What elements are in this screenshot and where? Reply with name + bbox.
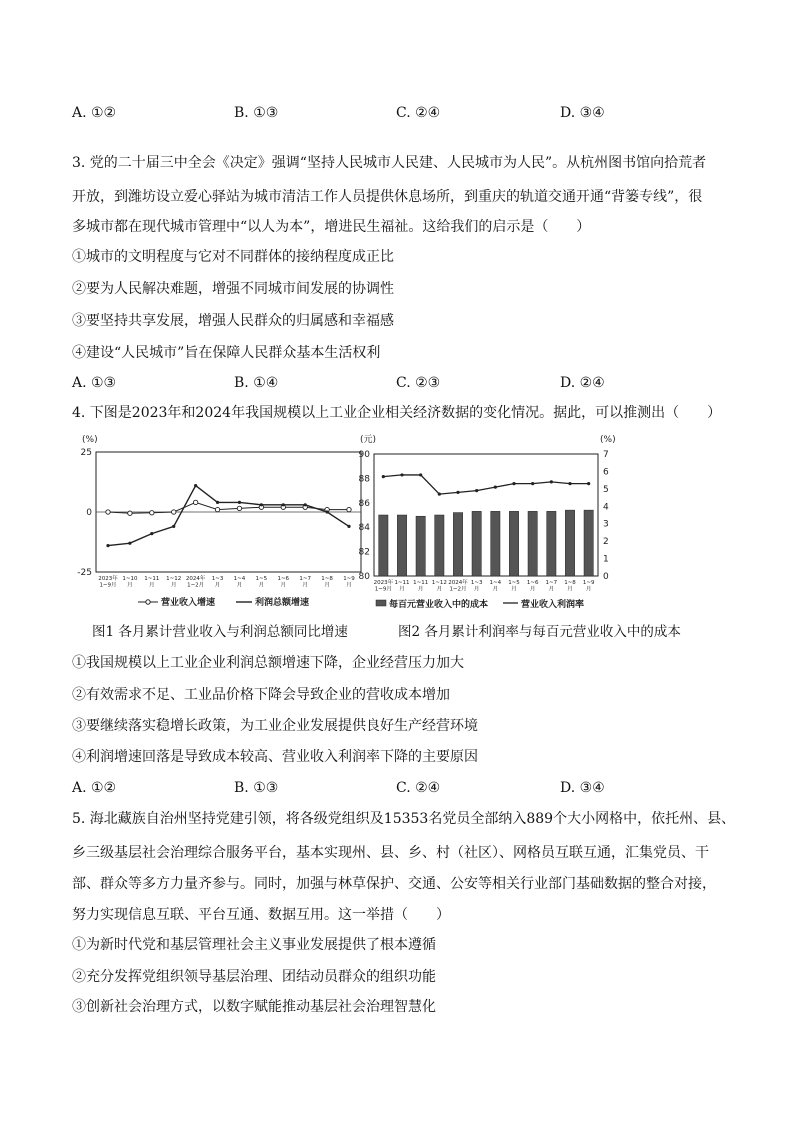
q3-stem-line: 多城市都在现代城市管理中“以人为本”，增进民生福祉。这给我们的启示是（ ） [72,219,591,235]
q4-option-c: C. ②④ [396,780,441,796]
x-tick-label: 1~11 月 [413,580,429,593]
data-point [456,491,459,494]
cost-bar [491,511,500,576]
series-line-profit-rate [383,475,588,494]
q5-item-1: ①为新时代党和基层管理社会主义事业发展提供了根本遵循 [72,937,436,953]
q5-item-2: ②充分发挥党组织领导基层治理、团结动员群众的组织功能 [72,969,436,985]
data-point [282,503,285,506]
x-tick-label: 1~10 月 [122,576,138,589]
y2-tick-label: 1 [603,554,609,565]
q5-stem-line: 部、群众等多方力量齐参与。同时，加强与林草保护、交通、公安等相关行业部门基础数据的整合对接， [72,876,716,892]
x-tick-label: 1~7 月 [545,580,558,593]
y2-tick-label: 3 [603,519,609,530]
data-point [237,506,241,510]
q3-item-1: ①城市的文明程度与它对不同群体的接纳程度成正比 [72,249,394,265]
data-point [438,492,441,495]
y2-tick-label: 0 [603,572,609,582]
data-point [106,544,109,547]
x-tick-label: 1~12 月 [431,580,447,593]
cost-bar [453,513,462,576]
x-tick-label: 1~8 月 [564,580,576,593]
y-tick-label: 82 [358,547,370,558]
data-point [531,482,534,485]
data-point [150,532,153,535]
legend-label-cost: 每百元营业收入中的成本 [389,600,489,610]
data-point [150,511,154,515]
y-tick-label: -25 [77,568,92,578]
data-point [128,511,132,515]
legend-label-profit: 利润总额增速 [255,598,310,608]
cost-bar [547,511,556,576]
x-tick-label: 1~3 月 [470,580,483,593]
q3-option-c: C. ②③ [396,375,441,391]
data-point [215,507,219,511]
q5-stem-line: 5. 海北藏族自治州坚持党建引领，将各级党组织及15353名党员全部纳入889个大小网格中，依托州、县、 [72,811,736,827]
y2-axis-label: (%) [600,435,616,445]
legend-swatch-cost [376,600,386,606]
chart-2-profit-cost [346,430,631,615]
chart-1-growth-rates [76,430,366,615]
y2-tick-label: 2 [603,537,609,548]
q4-item-3: ③要继续落实稳增长政策，为工业企业发展提供良好生产经营环境 [72,718,478,734]
cost-bar [565,510,574,576]
y-tick-label: 0 [86,508,92,518]
y-axis-label: (%) [82,435,98,445]
plot-frame [374,454,598,576]
x-tick-label: 1~12 月 [166,576,182,589]
y2-tick-label: 4 [603,502,609,513]
q4-item-1: ①我国规模以上工业企业利润总额增速下降，企业经营压力加大 [72,655,464,671]
x-tick-label: 1~9 月 [582,580,595,593]
q2-option-b: B. ①③ [234,105,279,121]
cost-bar [584,510,593,576]
data-point [172,525,175,528]
legend-marker-revenue [146,600,150,604]
q5-stem-line: 努力实现信息互联、平台互通、数据互用。这一举措（ ） [72,907,450,923]
data-point [238,501,241,504]
data-point [475,489,478,492]
data-point [128,542,131,545]
q5-item-3: ③创新社会治理方式，以数字赋能推动基层社会治理智慧化 [72,999,436,1015]
q5-stem-line: 乡三级基层社会治理综合服务平台，基本实现州、县、乡、村（社区）、网格员互联互通，汇集党员、干 [72,845,709,861]
q3-item-4: ④建设“人民城市”旨在保障人民群众基本生活权利 [72,345,381,361]
data-point [106,510,110,514]
q2-option-d: D. ③④ [560,105,605,121]
x-tick-label: 1~5 月 [508,580,520,593]
x-tick-label: 1~6 月 [277,576,290,589]
q2-option-a: A. ①② [72,105,117,121]
x-tick-label: 1~5 月 [255,576,268,589]
cost-bar [397,515,406,576]
x-tick-label: 2024年 1~2月 [448,580,468,593]
cost-bar [379,515,388,576]
data-point [193,500,197,504]
data-point [194,484,197,487]
q4-option-d: D. ③④ [560,780,605,796]
legend-label-revenue: 营业收入增速 [161,598,216,608]
data-point [304,503,307,506]
data-point [172,510,176,514]
x-tick-label: 1~4 月 [489,580,502,593]
x-tick-label: 2023年 1~9月 [373,580,394,593]
figure-1-caption: 图1 各月累计营业收入与利润总额同比增速 [92,624,348,640]
q4-item-4: ④利润增速回落是导致成本较高、营业收入利润率下降的主要原因 [72,749,478,765]
y-tick-label: 86 [358,498,370,509]
cost-bar [509,511,518,576]
q4-stem: 4. 下图是2023年和2024年我国规模以上工业企业相关经济数据的变化情况。据此，可以推测出（ ） [72,405,722,421]
y2-tick-label: 7 [603,450,609,460]
x-tick-label: 2024年 1~2月 [185,576,206,589]
x-tick-label: 1~8 月 [321,576,333,589]
q4-option-a: A. ①② [72,780,117,796]
q3-stem-line: 3. 党的二十届三中全会《决定》强调“坚持人民城市人民建、人民城市为人民”。从杭州图书馆向拾荒者 [72,155,707,171]
series-line-profit [108,486,349,546]
data-point [382,475,385,478]
figure-2-caption: 图2 各月累计利润率与每百元营业收入中的成本 [398,624,681,640]
y2-tick-label: 5 [603,484,609,495]
x-tick-label: 1~7 月 [299,576,311,589]
q4-option-b: B. ①③ [234,780,279,796]
q3-option-d: D. ②④ [560,375,605,391]
cost-bar [435,515,444,576]
y-tick-label: 90 [358,450,370,460]
x-tick-label: 1~9 月 [343,576,355,589]
data-point [568,482,571,485]
y-tick-label: 80 [358,572,370,582]
data-point [587,482,590,485]
data-point [260,503,263,506]
legend-label-profit-rate: 营业收入利润率 [521,600,585,610]
y-tick-label: 84 [358,523,370,534]
data-point [550,480,553,483]
q4-item-2: ②有效需求不足、工业品价格下降会导致企业的营收成本增加 [72,687,450,703]
x-tick-label: 1~3 月 [211,576,224,589]
y-axis-label: (元) [360,435,377,445]
data-point [512,482,515,485]
x-tick-label: 1~11 月 [394,580,410,593]
q3-item-2: ②要为人民解决难题，增强不同城市间发展的协调性 [72,281,394,297]
y-tick-label: 88 [358,474,370,485]
y2-tick-label: 6 [603,467,609,478]
x-tick-label: 1~4 月 [233,576,246,589]
data-point [419,473,422,476]
x-tick-label: 2023年 1~9月 [98,576,118,589]
cost-bar [472,511,481,576]
x-tick-label: 1~11 月 [144,576,160,589]
x-tick-label: 1~6 月 [526,580,539,593]
cost-bar [416,516,425,576]
q3-option-b: B. ①④ [234,375,279,391]
data-point [216,501,219,504]
data-point [325,510,328,513]
y-tick-label: 25 [80,448,92,458]
data-point [400,473,403,476]
q3-stem-line: 开放，到潍坊设立爱心驿站为城市清洁工作人员提供休息场所，到重庆的轨道交通开通“背篓专线”，很 [72,189,703,205]
cost-bar [528,511,537,576]
q3-item-3: ③要坚持共享发展，增强人民群众的归属感和幸福感 [72,313,394,329]
q3-option-a: A. ①③ [72,375,117,391]
data-point [494,486,497,489]
q2-option-c: C. ②④ [396,105,441,121]
